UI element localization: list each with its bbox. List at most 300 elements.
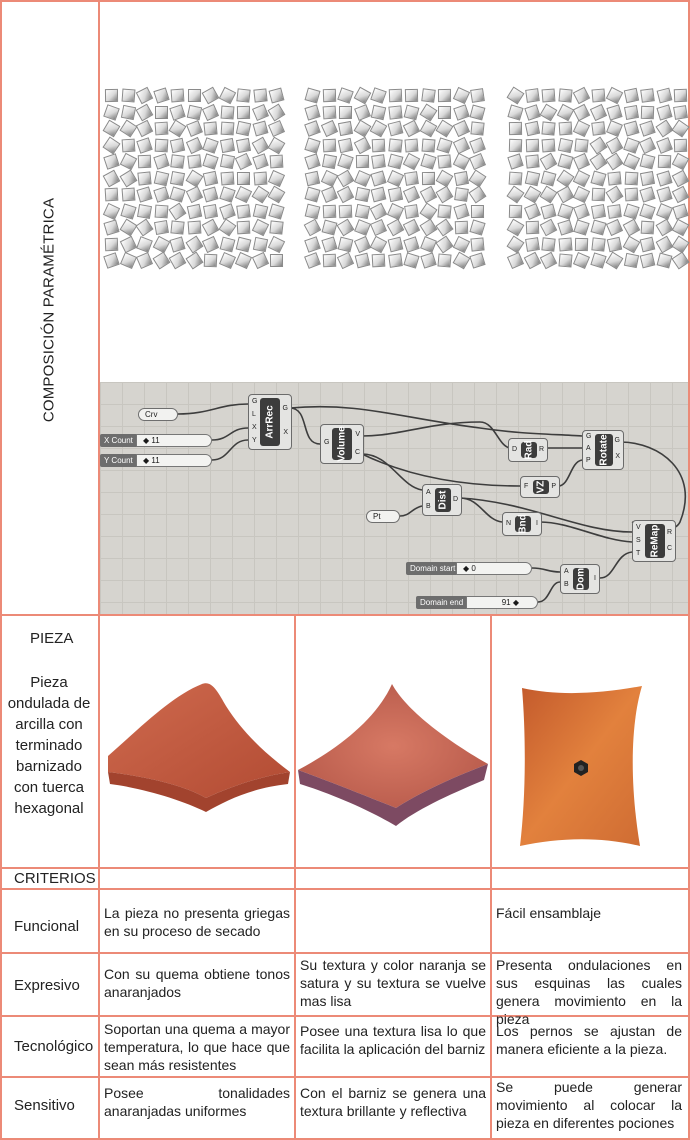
pattern-tile bbox=[355, 155, 368, 168]
pattern-tile bbox=[353, 120, 371, 138]
pattern-tile bbox=[656, 170, 672, 186]
pattern-tile bbox=[469, 153, 486, 170]
pattern-tile bbox=[573, 169, 590, 186]
pattern-tile bbox=[469, 219, 485, 235]
pattern-tile bbox=[591, 237, 605, 251]
dist-label: Dist bbox=[437, 490, 449, 510]
pattern-tile bbox=[574, 138, 588, 152]
pattern-tile bbox=[452, 153, 469, 170]
crv-param[interactable] bbox=[138, 408, 178, 421]
pattern-tile bbox=[252, 236, 267, 251]
pattern-tile bbox=[672, 219, 690, 237]
pattern-tile bbox=[624, 188, 638, 202]
pattern-tile bbox=[672, 169, 690, 187]
pattern-tile bbox=[640, 253, 656, 269]
rad-port-r[interactable]: R bbox=[538, 446, 544, 453]
pattern-tile bbox=[403, 153, 421, 171]
pattern-tile bbox=[136, 252, 153, 269]
x-count-slider[interactable]: ◆ 11 bbox=[136, 434, 212, 447]
pattern-tile bbox=[419, 186, 437, 204]
table-divider-row-criterios bbox=[0, 867, 690, 869]
bnd-port-i[interactable]: I bbox=[536, 520, 538, 527]
node-dist[interactable] bbox=[422, 484, 462, 516]
pattern-tile bbox=[304, 252, 321, 269]
pattern-tile bbox=[105, 89, 118, 102]
domain-start-slider-label: Domain start bbox=[406, 562, 456, 575]
pattern-tile bbox=[624, 171, 638, 185]
pattern-tile bbox=[419, 120, 437, 138]
pattern-tile bbox=[219, 137, 234, 152]
pattern-tile bbox=[523, 252, 541, 270]
pattern-tile bbox=[152, 252, 170, 270]
pattern-tile bbox=[305, 203, 321, 219]
node-volume[interactable] bbox=[320, 424, 364, 464]
pattern-tile bbox=[136, 103, 154, 121]
pattern-tile bbox=[354, 187, 369, 202]
pattern-tile bbox=[606, 136, 624, 154]
pattern-tile bbox=[170, 220, 184, 234]
rotate-port-g[interactable]: G bbox=[586, 433, 592, 440]
pattern-tile bbox=[105, 188, 119, 202]
domain-end-slider-label: Domain end bbox=[416, 596, 466, 609]
domain-end-slider[interactable]: 91 ◆ bbox=[466, 596, 538, 609]
funcional-col3: Fácil ensamblaje bbox=[496, 905, 602, 921]
pattern-tile bbox=[204, 254, 218, 268]
arrrec-port-out-x[interactable]: X bbox=[283, 429, 288, 436]
pattern-tile bbox=[304, 137, 320, 153]
pattern-tile bbox=[573, 186, 590, 203]
arrrec-port-l[interactable]: L bbox=[252, 411, 256, 418]
rotate-port-out-x[interactable]: X bbox=[615, 453, 620, 460]
pattern-tile bbox=[370, 219, 387, 236]
pattern-tile bbox=[136, 87, 153, 104]
pattern-tile bbox=[236, 121, 251, 136]
pattern-tile bbox=[388, 105, 402, 119]
pattern-tile bbox=[251, 219, 268, 236]
arrrec-port-x[interactable]: X bbox=[252, 424, 257, 431]
pattern-tile bbox=[153, 170, 169, 186]
pattern-tile bbox=[102, 136, 120, 154]
pattern-tile bbox=[268, 169, 285, 186]
pattern-tile bbox=[655, 235, 673, 253]
pattern-tile bbox=[186, 203, 201, 218]
pattern-tile bbox=[639, 203, 656, 220]
expresivo-col1: Con su quema obtiene tonos anaranjados bbox=[104, 966, 290, 1000]
pattern-tile bbox=[372, 138, 386, 152]
pattern-tile bbox=[322, 105, 336, 119]
dist-port-a[interactable]: A bbox=[426, 489, 431, 496]
pattern-tile bbox=[419, 219, 437, 237]
remap-port-r[interactable]: R bbox=[666, 529, 672, 536]
pattern-tile bbox=[672, 203, 688, 219]
pattern-tile bbox=[541, 170, 557, 186]
pattern-tile bbox=[641, 221, 655, 235]
pattern-tile bbox=[185, 186, 202, 203]
pattern-tile bbox=[169, 104, 185, 120]
pattern-tile bbox=[454, 187, 469, 202]
pattern-tile bbox=[469, 252, 485, 268]
rotate-port-out-g[interactable]: G bbox=[614, 437, 620, 444]
sensitivo-col3: Se puede generar movimiento al colocar la pieza en diferentes pociones bbox=[496, 1079, 682, 1131]
pattern-tile bbox=[436, 120, 454, 138]
pattern-tile bbox=[169, 236, 185, 252]
pattern-tile bbox=[573, 87, 591, 105]
pt-label: Pt bbox=[373, 512, 381, 521]
remap-port-c[interactable]: C bbox=[666, 545, 672, 552]
wire-pt-dist bbox=[400, 506, 422, 516]
wire-domend-dom bbox=[538, 582, 560, 602]
pattern-tile bbox=[671, 251, 689, 269]
pattern-tile bbox=[420, 252, 436, 268]
pattern-tile bbox=[541, 121, 555, 135]
pattern-tile bbox=[169, 186, 185, 202]
pattern-tile bbox=[509, 138, 522, 151]
clay-piece-image-1 bbox=[102, 676, 292, 816]
arrrec-port-g[interactable]: G bbox=[252, 398, 258, 405]
pattern-tile bbox=[370, 87, 387, 104]
pattern-tile bbox=[506, 185, 524, 203]
pattern-tile bbox=[103, 202, 120, 219]
pattern-tile bbox=[270, 155, 284, 169]
pattern-tile bbox=[235, 153, 252, 170]
sensitivo-col2: Con el barniz se genera una textura brillante y reflectiva bbox=[300, 1085, 486, 1119]
dist-port-d[interactable]: D bbox=[452, 496, 458, 503]
pattern-tile bbox=[268, 186, 286, 204]
pattern-tile bbox=[507, 252, 524, 269]
pattern-tile bbox=[202, 87, 220, 105]
expresivo-col2: Su textura y color naranja se satura y su textura se vuelve mas lisa bbox=[300, 957, 486, 1009]
node-rad[interactable] bbox=[508, 438, 548, 462]
pattern-tile bbox=[672, 153, 690, 171]
pattern-tile bbox=[152, 235, 170, 253]
pattern-tile bbox=[322, 254, 335, 267]
pattern-tile bbox=[153, 186, 169, 202]
remap-port-v[interactable]: V bbox=[636, 524, 641, 531]
pattern-tile bbox=[590, 252, 606, 268]
pattern-tile bbox=[321, 220, 337, 236]
pattern-tile bbox=[268, 136, 286, 154]
pattern-tile bbox=[337, 252, 354, 269]
pattern-tile bbox=[304, 104, 320, 120]
pattern-tile bbox=[153, 220, 168, 235]
pattern-tile bbox=[304, 87, 320, 103]
pattern-tile bbox=[403, 236, 419, 252]
pattern-tile bbox=[655, 119, 673, 137]
pattern-tile bbox=[656, 88, 672, 104]
pattern-tile bbox=[404, 204, 419, 219]
pattern-tile bbox=[103, 252, 120, 269]
pattern-tile bbox=[304, 186, 320, 202]
pattern-tile bbox=[639, 120, 655, 136]
pattern-tile bbox=[154, 122, 168, 136]
pattern-tile bbox=[558, 237, 572, 251]
pattern-tile bbox=[507, 219, 525, 237]
pattern-tile bbox=[541, 237, 555, 251]
pattern-tile bbox=[640, 88, 655, 103]
pattern-tile bbox=[236, 137, 251, 152]
dom-port-i[interactable]: I bbox=[594, 575, 596, 582]
pattern-tile bbox=[542, 89, 556, 103]
rotate-label: Rotate bbox=[598, 434, 610, 466]
pattern-tile bbox=[320, 169, 337, 186]
wire-rotate-loop bbox=[620, 442, 685, 530]
pattern-tile bbox=[270, 254, 283, 267]
bnd-port-n[interactable]: N bbox=[506, 520, 512, 527]
remap-port-t[interactable]: T bbox=[636, 550, 641, 557]
remap-label: ReMap bbox=[649, 524, 661, 558]
pattern-tile bbox=[657, 155, 670, 168]
vz-port-p[interactable]: P bbox=[551, 483, 556, 490]
pattern-tile bbox=[403, 120, 420, 137]
pattern-tile bbox=[419, 202, 437, 220]
pattern-tile bbox=[218, 218, 236, 236]
pattern-tile bbox=[605, 152, 623, 170]
criteria-label-tecnologico: Tecnológico bbox=[14, 1038, 94, 1055]
pattern-tile bbox=[403, 219, 420, 236]
pattern-tile bbox=[219, 203, 236, 220]
pattern-tile bbox=[437, 204, 451, 218]
pattern-tile bbox=[452, 136, 469, 153]
rotate-port-a[interactable]: A bbox=[586, 445, 591, 452]
pattern-tile bbox=[268, 235, 285, 252]
dom-port-a[interactable]: A bbox=[564, 568, 569, 575]
pattern-tile bbox=[556, 169, 574, 187]
pattern-tile bbox=[203, 170, 218, 185]
pattern-tile bbox=[672, 235, 690, 253]
pattern-tile bbox=[202, 103, 219, 120]
dist-port-b[interactable]: B bbox=[426, 503, 431, 510]
pattern-tile bbox=[337, 87, 354, 104]
pattern-tile bbox=[540, 186, 558, 204]
pattern-tile bbox=[372, 254, 386, 268]
pattern-tile bbox=[339, 204, 353, 218]
pattern-tile bbox=[573, 203, 590, 220]
pattern-tile bbox=[403, 186, 420, 203]
rad-port-d[interactable]: D bbox=[512, 446, 518, 453]
pattern-tile bbox=[354, 219, 371, 236]
pattern-tile bbox=[103, 153, 119, 169]
pattern-tile bbox=[557, 137, 572, 152]
pattern-tile bbox=[606, 219, 623, 236]
pattern-tile bbox=[370, 170, 386, 186]
pattern-tile bbox=[186, 104, 201, 119]
pattern-tile bbox=[470, 121, 484, 135]
funcional-col1: La pieza no presenta griegas en su proceso de secado bbox=[104, 905, 290, 939]
pattern-tile bbox=[187, 89, 200, 102]
pattern-tile bbox=[371, 187, 387, 203]
pattern-tile bbox=[436, 186, 454, 204]
clay-piece-bolt-image bbox=[518, 686, 646, 848]
pattern-tile bbox=[185, 235, 203, 253]
volume-port-g[interactable]: G bbox=[324, 439, 330, 446]
node-vz[interactable] bbox=[520, 476, 560, 498]
pattern-tile bbox=[202, 186, 218, 202]
pattern-tile bbox=[656, 104, 672, 120]
pattern-tile bbox=[623, 104, 638, 119]
pattern-tile bbox=[121, 138, 135, 152]
volume-port-c[interactable]: C bbox=[354, 449, 360, 456]
pattern-tile bbox=[673, 105, 688, 120]
node-remap[interactable] bbox=[632, 520, 676, 562]
pattern-tile bbox=[606, 120, 623, 137]
pattern-tile bbox=[639, 186, 655, 202]
domain-start-slider[interactable]: ◆ 0 bbox=[456, 562, 532, 575]
pattern-tile bbox=[251, 186, 269, 204]
pattern-tile bbox=[119, 219, 137, 237]
pattern-tile bbox=[304, 219, 322, 237]
pattern-tile bbox=[219, 236, 235, 252]
pattern-tile bbox=[607, 171, 621, 185]
wire-domstart-dom bbox=[532, 568, 560, 572]
pattern-tile bbox=[187, 221, 201, 235]
pattern-tile bbox=[573, 120, 590, 137]
pattern-tile bbox=[103, 104, 120, 121]
arrrec-port-out-g[interactable]: G bbox=[282, 405, 288, 412]
pattern-tile bbox=[436, 169, 454, 187]
pattern-tile bbox=[573, 252, 590, 269]
pattern-tile bbox=[202, 137, 219, 154]
pattern-tile bbox=[387, 187, 402, 202]
pattern-tile bbox=[524, 170, 539, 185]
tile-pattern-1 bbox=[104, 88, 280, 274]
pattern-tile bbox=[321, 236, 337, 252]
pattern-tile bbox=[121, 89, 135, 103]
pattern-tile bbox=[322, 89, 335, 102]
table-border-top bbox=[0, 0, 690, 2]
pattern-tile bbox=[556, 186, 574, 204]
pattern-tile bbox=[540, 252, 557, 269]
pattern-tile bbox=[220, 122, 234, 136]
pattern-tile bbox=[452, 252, 470, 270]
pattern-tile bbox=[370, 202, 387, 219]
pattern-tile bbox=[251, 103, 268, 120]
pattern-tile bbox=[606, 104, 622, 120]
pattern-tile bbox=[388, 89, 401, 102]
pattern-tile bbox=[304, 236, 321, 253]
pattern-tile bbox=[354, 203, 369, 218]
pattern-tile bbox=[120, 203, 136, 219]
pattern-tile bbox=[471, 204, 484, 217]
node-dom[interactable] bbox=[560, 564, 600, 594]
tecnologico-col2: Posee una textura lisa lo que facilita la aplicación del barniz bbox=[300, 1023, 486, 1057]
vz-label: VZ bbox=[535, 480, 547, 494]
y-count-slider[interactable]: ◆ 11 bbox=[136, 454, 212, 467]
pattern-tile bbox=[590, 203, 605, 218]
rotate-port-p[interactable]: P bbox=[586, 457, 591, 464]
criteria-label-sensitivo: Sensitivo bbox=[14, 1097, 75, 1114]
pattern-tile bbox=[524, 121, 539, 136]
pattern-tile bbox=[507, 153, 523, 169]
pattern-tile bbox=[420, 236, 437, 253]
pattern-tile bbox=[136, 236, 153, 253]
pattern-tile bbox=[622, 153, 639, 170]
pattern-tile bbox=[606, 186, 624, 204]
grasshopper-canvas[interactable] bbox=[100, 382, 688, 614]
pieza-description: Pieza ondulada de arcilla con terminado barnizado con tuerca hexagonal bbox=[7, 674, 91, 817]
pattern-tile bbox=[639, 136, 656, 153]
arrrec-port-y[interactable]: Y bbox=[252, 437, 257, 444]
wire-xcount-arrrec bbox=[212, 428, 248, 440]
pattern-tile bbox=[171, 89, 185, 103]
pattern-tile bbox=[591, 88, 605, 102]
vz-port-f[interactable]: F bbox=[524, 483, 529, 490]
sensitivo-col1: Posee tonalidades anaranjadas uniformes bbox=[104, 1085, 290, 1119]
pattern-tile bbox=[338, 137, 353, 152]
pattern-tile bbox=[607, 204, 622, 219]
node-arrrec[interactable] bbox=[248, 394, 292, 450]
pattern-tile bbox=[185, 251, 203, 269]
pattern-tile bbox=[154, 105, 167, 118]
pattern-tile bbox=[623, 253, 638, 268]
pattern-tile bbox=[268, 103, 286, 121]
pattern-tile bbox=[154, 204, 168, 218]
clay-piece-image-2 bbox=[296, 680, 490, 830]
pattern-tile bbox=[386, 219, 404, 237]
table-divider-row-criterios-sub bbox=[0, 888, 690, 890]
volume-port-v[interactable]: V bbox=[355, 431, 360, 438]
pattern-tile bbox=[656, 186, 672, 202]
pattern-tile bbox=[656, 137, 673, 154]
pattern-tile bbox=[202, 235, 219, 252]
pattern-tile bbox=[507, 87, 525, 105]
pt-param[interactable] bbox=[366, 510, 400, 523]
pattern-tile bbox=[137, 203, 152, 218]
pattern-tile bbox=[338, 121, 353, 136]
table-divider-row-funcional bbox=[0, 952, 690, 954]
wire-vz-rotate bbox=[558, 460, 582, 486]
pattern-tile bbox=[656, 253, 672, 269]
pattern-tile bbox=[353, 136, 371, 154]
pattern-tile bbox=[120, 104, 135, 119]
pattern-tile bbox=[623, 120, 639, 136]
pattern-tile bbox=[337, 219, 355, 237]
pattern-tile bbox=[269, 88, 285, 104]
pattern-tile bbox=[419, 103, 437, 121]
remap-port-s[interactable]: S bbox=[636, 537, 641, 544]
volume-label: Volume bbox=[336, 426, 348, 462]
pattern-tile bbox=[237, 105, 250, 118]
pattern-tile bbox=[525, 237, 540, 252]
pattern-tile bbox=[607, 236, 622, 251]
pattern-tile bbox=[656, 203, 673, 220]
pattern-tile bbox=[573, 153, 590, 170]
pattern-tile bbox=[470, 88, 485, 103]
criterios-heading: CRITERIOS bbox=[14, 870, 96, 887]
pattern-tile bbox=[219, 154, 234, 169]
pattern-tile bbox=[268, 120, 285, 137]
pattern-tile bbox=[404, 138, 418, 152]
pattern-tile bbox=[421, 171, 434, 184]
node-rotate[interactable] bbox=[582, 430, 624, 470]
pattern-tile bbox=[236, 88, 250, 102]
pattern-tile bbox=[470, 104, 486, 120]
pattern-tile bbox=[119, 252, 136, 269]
pattern-tile bbox=[558, 88, 572, 102]
pattern-tile bbox=[105, 237, 118, 250]
pattern-tile bbox=[322, 204, 336, 218]
pieza-heading: PIEZA bbox=[30, 630, 74, 647]
pattern-tile bbox=[154, 138, 168, 152]
node-bnd[interactable] bbox=[502, 512, 542, 536]
pattern-tile bbox=[640, 154, 656, 170]
pattern-tile bbox=[136, 186, 152, 202]
pattern-tile bbox=[622, 219, 640, 237]
pattern-tile bbox=[337, 153, 354, 170]
pattern-tile bbox=[557, 203, 573, 219]
pattern-tile bbox=[674, 138, 687, 151]
pattern-tile bbox=[170, 170, 185, 185]
dom-port-b[interactable]: B bbox=[564, 581, 569, 588]
